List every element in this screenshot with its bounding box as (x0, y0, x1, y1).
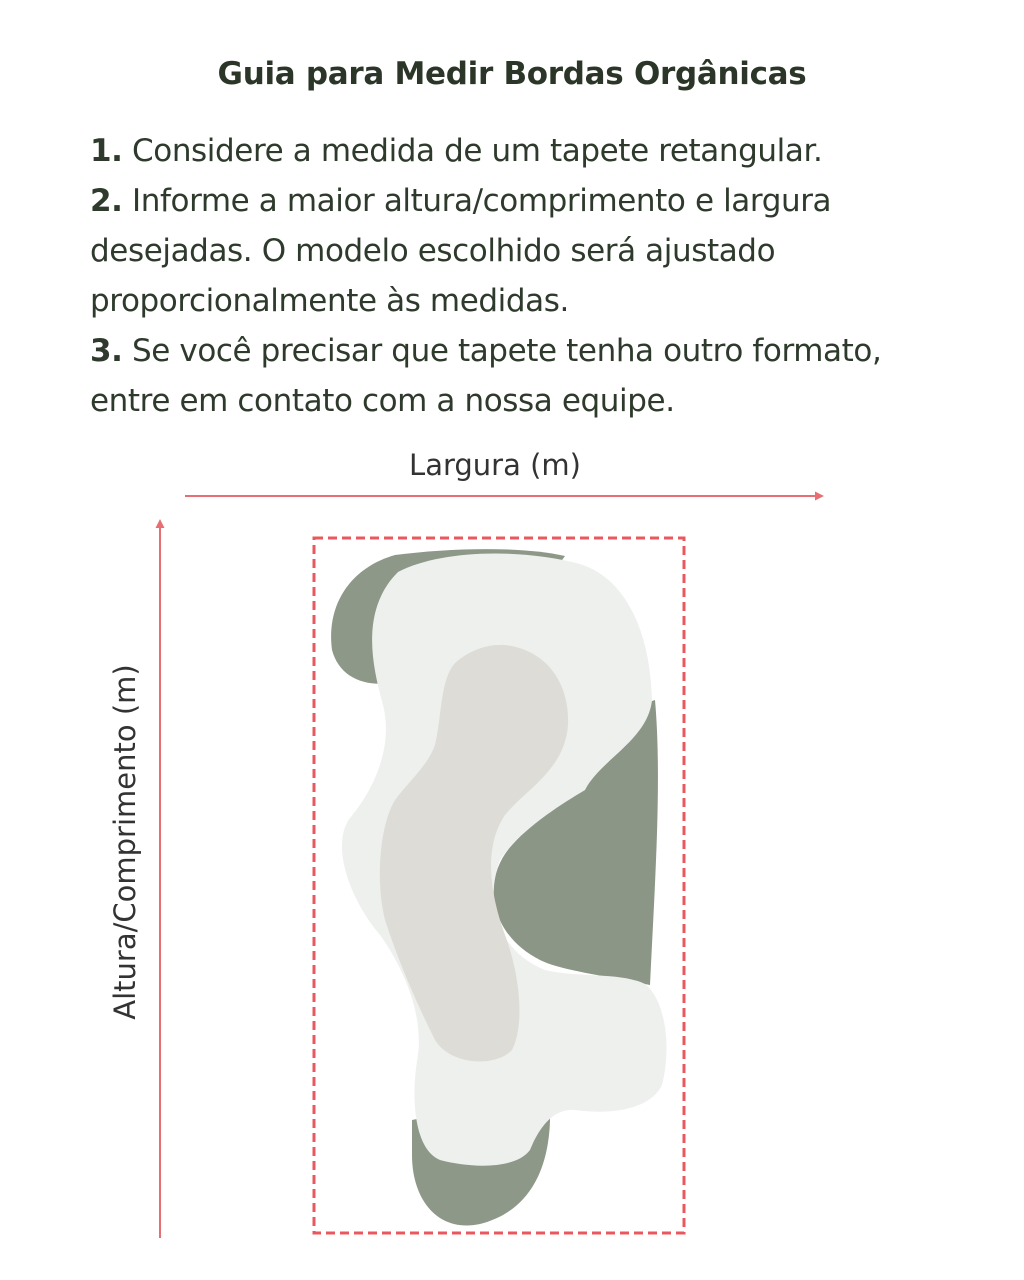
step-number: 2. (90, 183, 123, 219)
height-label: Altura/Comprimento (m) (108, 664, 142, 1020)
width-arrow (185, 492, 824, 501)
width-label: Largura (m) (409, 448, 581, 482)
step-number: 3. (90, 333, 123, 369)
height-arrow (156, 519, 165, 1238)
step-text: Considere a medida de um tapete retangular. (122, 133, 823, 169)
page-title: Guia para Medir Bordas Orgânicas (217, 56, 807, 92)
step-text: Informe a maior altura/comprimento e largura desejadas. O modelo escolhido será ajustado proporcionalmente às medidas. (90, 183, 832, 319)
step-text: Se você precisar que tapete tenha outro formato, entre em contato com a nossa equipe. (90, 333, 882, 419)
step-number: 1. (90, 133, 123, 169)
organic-rug (331, 549, 666, 1225)
